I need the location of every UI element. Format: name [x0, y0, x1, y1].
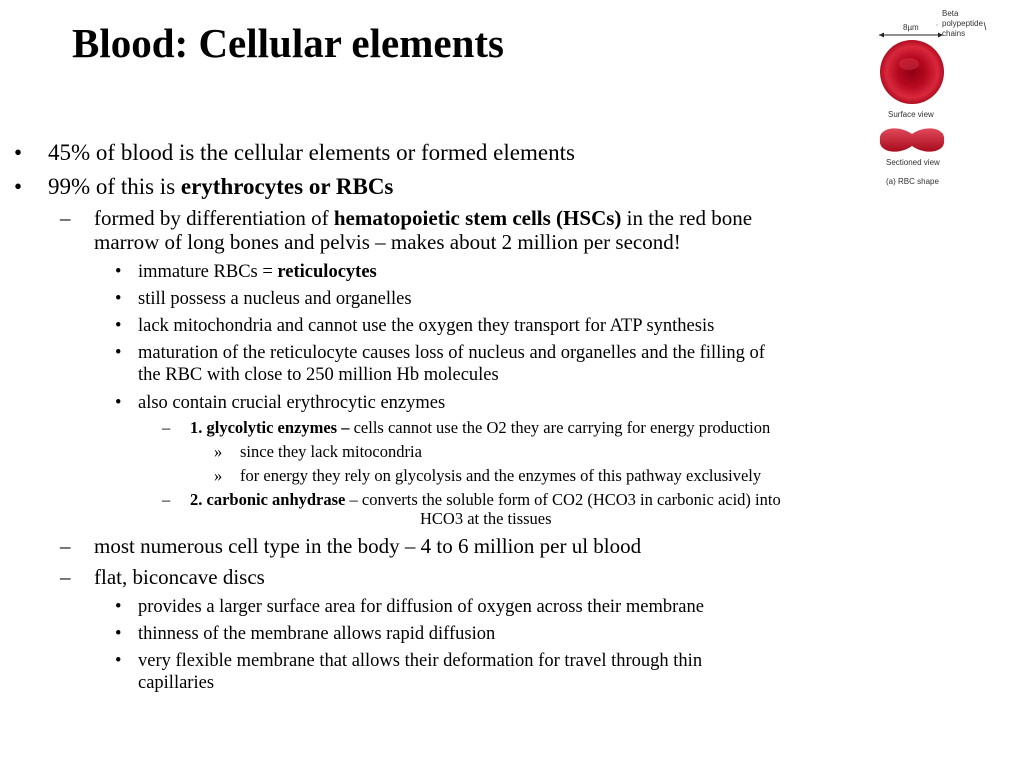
figure-label-size: 8µm [903, 23, 919, 32]
small-bullet-marker: • [115, 624, 122, 644]
point-flexible-membrane: very flexible membrane that allows their deformation for travel through thin [138, 651, 703, 671]
enzyme-carbonic-anhydrase: 2. carbonic anhydrase – converts the soluble form of CO2 (HCO3 in carbonic acid) into [190, 490, 781, 509]
small-bullet-marker: • [115, 316, 122, 336]
bullet-erythrocytes: 99% of this is erythrocytes or RBCs [48, 174, 394, 199]
point-reticulocytes: immature RBCs = reticulocytes [138, 262, 377, 282]
figure-caption: (a) RBC shape [886, 177, 939, 186]
figure-label-beta: Beta polypeptide chains [942, 9, 983, 38]
subpoint-differentiation-cont: marrow of long bones and pelvis – makes about 2 million per second! [94, 230, 681, 254]
point-flexible-membrane-cont: capillaries [138, 673, 215, 693]
small-bullet-marker: • [115, 393, 122, 413]
point-maturation: maturation of the reticulocyte causes loss of nucleus and organelles and the filling of [138, 343, 765, 363]
dash-marker: – [162, 490, 171, 509]
subpoint-numerous: most numerous cell type in the body – 4 to 6 million per ul blood [94, 534, 642, 558]
bullet-cellular-elements: 45% of blood is the cellular elements or formed elements [48, 140, 575, 165]
point-surface-area: provides a larger surface area for diffusion of oxygen across their membrane [138, 597, 704, 617]
bullet-marker: • [14, 140, 23, 165]
small-bullet-marker: • [115, 289, 122, 309]
dash-marker: – [162, 418, 171, 437]
rbc-surface-view [880, 40, 944, 104]
chevron-marker: » [214, 442, 223, 461]
subpoint-biconcave: flat, biconcave discs [94, 565, 265, 589]
rbc-sectioned-view [880, 128, 944, 151]
dash-marker: – [60, 534, 71, 558]
point-thin-membrane: thinness of the membrane allows rapid diffusion [138, 624, 496, 644]
dash-marker: – [60, 565, 71, 589]
chevron-marker: » [214, 466, 223, 485]
small-bullet-marker: • [115, 262, 122, 282]
point-mitochondria: lack mitochondria and cannot use the oxygen they transport for ATP synthesis [138, 316, 715, 336]
enzyme-glycolytic: 1. glycolytic enzymes – cells cannot use the O2 they are carrying for energy production [190, 418, 771, 437]
enzyme-carbonic-anhydrase-cont: HCO3 at the tissues [420, 509, 552, 528]
detail-mitocondria: since they lack mitocondria [240, 442, 422, 461]
dash-marker: – [60, 206, 71, 230]
subpoint-differentiation: formed by differentiation of hematopoietic stem cells (HSCs) in the red bone [94, 206, 753, 230]
point-enzymes: also contain crucial erythrocytic enzymes [138, 393, 446, 413]
figure-label-sectioned: Sectioned view [886, 158, 940, 167]
point-nucleus: still possess a nucleus and organelles [138, 289, 412, 309]
small-bullet-marker: • [115, 343, 122, 363]
slide-title: Blood: Cellular elements [72, 20, 504, 66]
point-maturation-cont: the RBC with close to 250 million Hb molecules [138, 365, 499, 385]
bullet-marker: • [14, 174, 23, 199]
rbc-shape-figure [872, 4, 1022, 194]
figure-label-surface: Surface view [888, 110, 934, 119]
detail-glycolysis: for energy they rely on glycolysis and the enzymes of this pathway exclusively [240, 466, 762, 485]
small-bullet-marker: • [115, 597, 122, 617]
small-bullet-marker: • [115, 651, 122, 671]
